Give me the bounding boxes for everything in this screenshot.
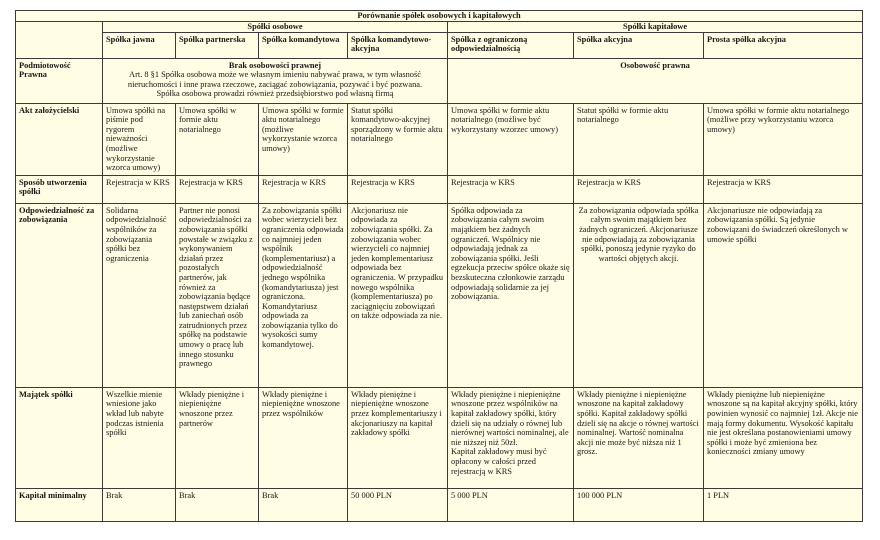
cell-sposob-prosta-akcyjna: Rejestracja w KRS <box>704 175 863 203</box>
cell-akt-komandytowa: Umowa spółki w formie aktu notarialnego (możliwe wykorzystanie wzorca umowy) <box>259 103 348 175</box>
cell-akt-jawna: Umowa spółki na piśmie pod rygorem nieważności (możliwe wykorzystanie wzorca umowy) <box>103 103 176 175</box>
cell-kapital-prosta-akcyjna: 1 PLN <box>704 488 863 521</box>
cell-majatek-akcyjna: Wkłady pieniężne i niepieniężne wnoszone na kapitał zakładowy spółki. Kapitał zakładowy spółki dzieli się na akcje o równej wartości nominalnej. Wartość nominalna akcji nie może być niższa niż 1 grosz. <box>574 387 704 488</box>
cell-odpowiedzialnosc-komandytowo-akcyjna: Akcjonariusz nie odpowiada za zobowiązania spółki. Za zobowiązania wobec wierzycieli co najmniej jeden komplementariusz odpowiada bez ograniczenia. W przypadku nowego wspólnika (komplementariusza) po zaciągnięciu zobowiązań on także odpowiada za nie. <box>348 203 448 387</box>
table-title: Porównanie spółek osobowych i kapitałowych <box>16 11 863 22</box>
column-header-zoo: Spółka z ograniczoną odpowiedzialnością <box>448 32 574 58</box>
podmiotowosc-osobowe-title: Brak osobowości prawnej <box>228 60 322 70</box>
cell-sposob-jawna: Rejestracja w KRS <box>103 175 176 203</box>
cell-odpowiedzialnosc-zoo: Spółka odpowiada za zobowiązania całym swoim majątkiem bez żadnych ograniczeń. Wspólnicy nie odpowiadają jednak za zobowiązania spółki. Jeśli egzekucja przeciw spółce okaże się bezskuteczna członkowie zarządu odpowiadają solidarnie za jej zobowiązania. <box>448 203 574 387</box>
cell-podmiotowosc-osobowe <box>103 58 448 103</box>
column-header-akcyjna: Spółka akcyjna <box>574 32 704 58</box>
cell-kapital-akcyjna: 100 000 PLN <box>574 488 704 521</box>
cell-kapital-komandytowa: Brak <box>259 488 348 521</box>
cell-sposob-zoo: Rejestracja w KRS <box>448 175 574 203</box>
cell-podmiotowosc-kapitalowe <box>448 58 863 103</box>
cell-majatek-zoo: Wkłady pieniężne i niepieniężne wnoszone przez wspólników na kapitał zakładowy spółki, który dzieli się na udziały o równej lub nierównej wartości nominalnej, ale nie niższej niż 50zł. Kapitał zakładowy musi być opłacony w całości przed rejestracją w KRS <box>448 387 574 488</box>
cell-odpowiedzialnosc-komandytowa: Za zobowiązania spółki wobec wierzycieli bez ograniczenia odpowiada co najmniej jeden wspólnik (komplementariusz) a odpowiedzialność jednego wspólnika (komandytariusza) jest ograniczona. Komandytariusz odpowiada za zobowiązania tylko do wysokości sumy komandytowej. <box>259 203 348 387</box>
podmiotowosc-osobowe-text: Art. 8 §1 Spółka osobowa może we własnym imieniu nabywać prawa, w tym własność nieruchomości i inne prawa rzeczowe, zaciągać zobowiązania, pozywać i być pozwana. Spółka osobowa prowadzi również przedsiębiorstwo pod własną firmą <box>127 70 423 99</box>
cell-akt-komandytowo-akcyjna: Statut spółki komandytowo-akcyjnej sporządzony w formie aktu notarialnego <box>348 103 448 175</box>
corner-cell <box>16 22 103 59</box>
cell-kapital-partnerska: Brak <box>176 488 259 521</box>
cell-akt-prosta-akcyjna: Umowa spółki w formie aktu notarialnego (możliwe przy wykorzystaniu wzorca umowy) <box>704 103 863 175</box>
cell-majatek-jawna: Wszelkie mienie wniesione jako wkład lub nabyte podczas istnienia spółki <box>103 387 176 488</box>
cell-kapital-jawna: Brak <box>103 488 176 521</box>
row-label-majatek: Majątek spółki <box>16 387 103 488</box>
column-header-prosta-akcyjna: Prosta spółka akcyjna <box>704 32 863 58</box>
row-label-sposob: Sposób utworzenia spółki <box>16 175 103 203</box>
column-header-jawna: Spółka jawna <box>103 32 176 58</box>
cell-akt-akcyjna: Statut spółki w formie aktu notarialnego <box>574 103 704 175</box>
cell-odpowiedzialnosc-akcyjna: Za zobowiązania odpowiada spółka całym swoim majątkiem bez żadnych ograniczeń. Akcjonariusze nie odpowiadają za zobowiązania spółki, ponoszą jedynie ryzyko do wartości objętych akcji. <box>574 203 704 387</box>
column-header-komandytowo-akcyjna: Spółka komandytowo-akcyjna <box>348 32 448 58</box>
cell-sposob-komandytowa: Rejestracja w KRS <box>259 175 348 203</box>
cell-sposob-komandytowo-akcyjna: Rejestracja w KRS <box>348 175 448 203</box>
cell-odpowiedzialnosc-partnerska: Partner nie ponosi odpowiedzialności za zobowiązania spółki powstałe w związku z wykonywaniem działań przez pozostałych partnerów, jak również za zobowiązania będące następstwem działań lub zaniechań osób zatrudnionych przez spółkę na podstawie umowy o pracę lub innego stosunku prawnego <box>176 203 259 387</box>
cell-odpowiedzialnosc-prosta-akcyjna: Akcjonariusze nie odpowiadają za zobowiązania spółki. Są jedynie zobowiązani do świadczeń określonych w umowie spółki <box>704 203 863 387</box>
comparison-table <box>15 10 863 522</box>
row-label-akt: Akt założycielski <box>16 103 103 175</box>
cell-kapital-zoo: 5 000 PLN <box>448 488 574 521</box>
cell-odpowiedzialnosc-jawna: Solidarna odpowiedzialność wspólników za zobowiązania spółki bez ograniczenia <box>103 203 176 387</box>
cell-majatek-partnerska: Wkłady pieniężne i niepieniężne wnoszone przez partnerów <box>176 387 259 488</box>
cell-sposob-partnerska: Rejestracja w KRS <box>176 175 259 203</box>
row-label-podmiotowosc: Podmiotowość Prawna <box>16 58 103 103</box>
row-label-kapital: Kapitał minimalny <box>16 488 103 521</box>
cell-akt-zoo: Umowa spółki w formie aktu notarialnego (możliwe być wykorzystany wzorzec umowy) <box>448 103 574 175</box>
cell-majatek-komandytowa: Wkłady pieniężne i niepieniężne wnoszone przez wspólników <box>259 387 348 488</box>
cell-akt-partnerska: Umowa spółki w formie aktu notarialnego <box>176 103 259 175</box>
cell-majatek-komandytowo-akcyjna: Wkłady pieniężne i niepieniężne wnoszone przez komplementariuszy i akcjonariuszy na kapitał zakładowy spółki <box>348 387 448 488</box>
cell-majatek-prosta-akcyjna: Wkłady pieniężne lub niepieniężne wnoszone są na kapitał akcyjny spółki, który powinien wynosić co najmniej 1zł. Akcje nie mają formy dokumentu. Wysokość kapitału nie jest określana postanowieniami umowy spółki i może być zmieniona bez konieczności zmiany umowy <box>704 387 863 488</box>
group-header-kapitalowe: Spółki kapitałowe <box>448 22 863 33</box>
cell-kapital-komandytowo-akcyjna: 50 000 PLN <box>348 488 448 521</box>
row-label-odpowiedzialnosc: Odpowiedzialność za zobowiązania <box>16 203 103 387</box>
group-header-osobowe: Spółki osobowe <box>103 22 448 33</box>
podmiotowosc-kapitalowe-title: Osobowość prawna <box>620 60 690 70</box>
column-header-komandytowa: Spółka komandytowa <box>259 32 348 58</box>
cell-sposob-akcyjna: Rejestracja w KRS <box>574 175 704 203</box>
column-header-partnerska: Spółka partnerska <box>176 32 259 58</box>
